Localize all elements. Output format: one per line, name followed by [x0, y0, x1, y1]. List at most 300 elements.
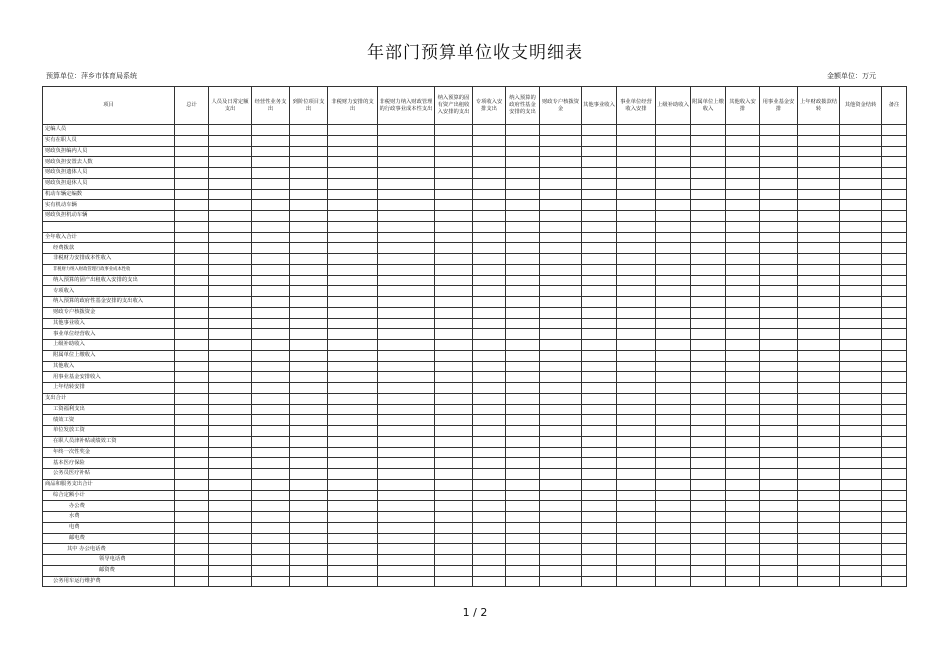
table-cell	[290, 340, 328, 351]
table-cell	[328, 211, 378, 222]
table-cell	[435, 146, 473, 157]
table-cell	[617, 157, 656, 168]
table-cell	[540, 340, 582, 351]
table-cell	[506, 415, 540, 426]
table-cell	[798, 340, 840, 351]
table-cell	[726, 135, 760, 146]
row-label: 用事业基金安排收入	[43, 372, 175, 383]
row-label: 非税财力纳入财政管理行政事业成本性收	[43, 264, 175, 275]
table-cell	[540, 200, 582, 211]
table-cell	[840, 447, 882, 458]
table-row	[43, 318, 907, 329]
table-cell	[209, 168, 252, 179]
table-cell	[378, 555, 435, 566]
table-cell	[726, 490, 760, 501]
table-row	[43, 522, 907, 533]
table-cell	[582, 544, 617, 555]
table-cell	[540, 350, 582, 361]
table-cell	[582, 340, 617, 351]
table-cell	[582, 307, 617, 318]
table-cell	[435, 436, 473, 447]
table-row	[43, 286, 907, 297]
table-cell	[540, 264, 582, 275]
table-cell	[473, 501, 506, 512]
table-row	[43, 565, 907, 576]
table-cell	[760, 555, 798, 566]
table-cell	[840, 361, 882, 372]
table-cell	[760, 329, 798, 340]
table-cell	[882, 286, 907, 297]
table-cell	[252, 372, 290, 383]
table-cell	[378, 168, 435, 179]
table-cell	[252, 297, 290, 308]
table-cell	[582, 168, 617, 179]
row-label: 在职人员津补贴或绩效工资	[43, 436, 175, 447]
table-cell	[175, 168, 209, 179]
table-cell	[582, 135, 617, 146]
table-cell	[473, 254, 506, 265]
table-cell	[290, 522, 328, 533]
table-cell	[175, 533, 209, 544]
table-cell	[209, 479, 252, 490]
table-row	[43, 135, 907, 146]
table-cell	[691, 469, 726, 480]
table-cell	[656, 458, 691, 469]
table-cell	[617, 243, 656, 254]
table-cell	[760, 361, 798, 372]
amount-unit-label: 金额单位：万元	[827, 72, 876, 80]
table-cell	[798, 415, 840, 426]
table-cell	[840, 189, 882, 200]
table-cell	[691, 200, 726, 211]
table-cell	[252, 178, 290, 189]
table-cell	[506, 275, 540, 286]
table-cell	[840, 221, 882, 232]
budget-unit-label: 预算单位：萍乡市体育局系统	[46, 72, 137, 80]
table-cell	[378, 275, 435, 286]
table-cell	[435, 329, 473, 340]
table-cell	[540, 458, 582, 469]
table-cell	[798, 469, 840, 480]
table-cell	[798, 178, 840, 189]
table-cell	[726, 286, 760, 297]
table-cell	[435, 361, 473, 372]
table-cell	[328, 168, 378, 179]
table-cell	[473, 565, 506, 576]
table-cell	[435, 275, 473, 286]
table-cell	[209, 264, 252, 275]
table-cell	[435, 522, 473, 533]
table-cell	[760, 286, 798, 297]
table-cell	[506, 221, 540, 232]
table-cell	[252, 404, 290, 415]
table-cell	[882, 501, 907, 512]
table-cell	[473, 576, 506, 587]
table-cell	[882, 555, 907, 566]
table-cell	[840, 404, 882, 415]
table-cell	[473, 469, 506, 480]
table-cell	[435, 178, 473, 189]
table-cell	[798, 501, 840, 512]
table-cell	[506, 522, 540, 533]
table-cell	[798, 522, 840, 533]
table-cell	[798, 307, 840, 318]
table-cell	[691, 565, 726, 576]
table-cell	[582, 458, 617, 469]
column-header: 备注	[882, 87, 907, 125]
table-cell	[798, 565, 840, 576]
table-cell	[617, 318, 656, 329]
table-cell	[760, 426, 798, 437]
table-cell	[691, 318, 726, 329]
row-label: 经费拨款	[43, 243, 175, 254]
table-cell	[435, 458, 473, 469]
table-cell	[760, 436, 798, 447]
table-cell	[582, 469, 617, 480]
table-cell	[582, 501, 617, 512]
table-cell	[175, 157, 209, 168]
table-cell	[760, 469, 798, 480]
table-cell	[473, 458, 506, 469]
table-cell	[882, 436, 907, 447]
table-cell	[840, 286, 882, 297]
table-cell	[435, 490, 473, 501]
table-cell	[617, 436, 656, 447]
table-cell	[726, 211, 760, 222]
row-label: 实有机动车辆	[43, 200, 175, 211]
table-cell	[691, 307, 726, 318]
table-cell	[328, 512, 378, 523]
table-cell	[290, 221, 328, 232]
table-cell	[691, 426, 726, 437]
table-row	[43, 555, 907, 566]
table-cell	[252, 329, 290, 340]
table-row	[43, 221, 907, 232]
table-cell	[882, 307, 907, 318]
table-cell	[252, 479, 290, 490]
row-label: 财政负担安置去人数	[43, 157, 175, 168]
table-cell	[840, 297, 882, 308]
table-cell	[882, 415, 907, 426]
table-cell	[378, 340, 435, 351]
table-cell	[840, 533, 882, 544]
table-cell	[435, 544, 473, 555]
table-cell	[656, 329, 691, 340]
table-cell	[760, 565, 798, 576]
table-cell	[328, 415, 378, 426]
table-cell	[290, 383, 328, 394]
table-cell	[840, 501, 882, 512]
table-cell	[726, 469, 760, 480]
table-cell	[328, 243, 378, 254]
table-cell	[540, 329, 582, 340]
table-body	[43, 125, 907, 587]
table-cell	[617, 479, 656, 490]
table-cell	[328, 157, 378, 168]
table-cell	[209, 447, 252, 458]
table-cell	[540, 479, 582, 490]
table-cell	[882, 243, 907, 254]
table-cell	[209, 490, 252, 501]
table-cell	[540, 436, 582, 447]
table-cell	[656, 447, 691, 458]
table-cell	[290, 533, 328, 544]
table-cell	[656, 125, 691, 136]
row-label: 绩效工资	[43, 415, 175, 426]
table-cell	[617, 501, 656, 512]
table-cell	[691, 522, 726, 533]
table-cell	[209, 275, 252, 286]
table-cell	[506, 125, 540, 136]
table-cell	[209, 372, 252, 383]
table-cell	[656, 318, 691, 329]
table-cell	[882, 447, 907, 458]
table-cell	[840, 350, 882, 361]
row-label: 财政负担机动车辆	[43, 211, 175, 222]
table-cell	[435, 125, 473, 136]
table-cell	[540, 275, 582, 286]
table-cell	[840, 522, 882, 533]
table-cell	[656, 264, 691, 275]
table-cell	[760, 189, 798, 200]
table-cell	[760, 404, 798, 415]
table-cell	[760, 501, 798, 512]
table-cell	[617, 544, 656, 555]
column-header: 上级补助收入	[656, 87, 691, 125]
table-cell	[328, 286, 378, 297]
table-cell	[760, 447, 798, 458]
table-cell	[290, 275, 328, 286]
row-label: 年终一次性奖金	[43, 447, 175, 458]
table-cell	[209, 125, 252, 136]
table-header	[43, 87, 907, 125]
table-cell	[760, 157, 798, 168]
table-cell	[378, 254, 435, 265]
table-cell	[726, 350, 760, 361]
table-cell	[540, 146, 582, 157]
table-cell	[506, 254, 540, 265]
table-cell	[882, 383, 907, 394]
row-label: 非税财力安排成本性收入	[43, 254, 175, 265]
column-header: 经营性业务支出	[252, 87, 290, 125]
table-cell	[328, 232, 378, 243]
table-cell	[656, 404, 691, 415]
table-cell	[882, 254, 907, 265]
table-cell	[582, 125, 617, 136]
table-cell	[175, 125, 209, 136]
table-cell	[840, 458, 882, 469]
table-cell	[378, 200, 435, 211]
table-cell	[726, 447, 760, 458]
table-cell	[506, 350, 540, 361]
table-row	[43, 404, 907, 415]
table-row	[43, 157, 907, 168]
table-cell	[252, 533, 290, 544]
row-label: 综合定额小计	[43, 490, 175, 501]
table-cell	[726, 458, 760, 469]
table-cell	[691, 146, 726, 157]
table-cell	[582, 318, 617, 329]
table-cell	[798, 286, 840, 297]
table-cell	[473, 415, 506, 426]
table-cell	[506, 297, 540, 308]
table-cell	[290, 404, 328, 415]
table-cell	[290, 361, 328, 372]
row-label: 纳入预算的政府性基金安排的支出收入	[43, 297, 175, 308]
table-cell	[691, 350, 726, 361]
table-cell	[252, 254, 290, 265]
table-cell	[506, 329, 540, 340]
table-cell	[656, 555, 691, 566]
table-cell	[506, 404, 540, 415]
table-cell	[506, 469, 540, 480]
table-cell	[378, 469, 435, 480]
table-cell	[760, 490, 798, 501]
column-header: 到阶位项目支出	[290, 87, 328, 125]
table-cell	[473, 200, 506, 211]
table-cell	[540, 565, 582, 576]
table-cell	[760, 383, 798, 394]
table-cell	[175, 426, 209, 437]
table-cell	[473, 189, 506, 200]
table-cell	[175, 490, 209, 501]
column-header: 非税财力纳入财政管理的行政事业成本性支出	[378, 87, 435, 125]
table-cell	[175, 383, 209, 394]
table-cell	[175, 350, 209, 361]
table-cell	[798, 211, 840, 222]
table-cell	[726, 329, 760, 340]
table-cell	[506, 555, 540, 566]
table-cell	[473, 383, 506, 394]
table-cell	[290, 318, 328, 329]
table-cell	[506, 436, 540, 447]
table-cell	[540, 533, 582, 544]
table-cell	[252, 426, 290, 437]
table-cell	[582, 436, 617, 447]
table-cell	[882, 533, 907, 544]
table-row	[43, 243, 907, 254]
table-cell	[473, 157, 506, 168]
table-cell	[506, 426, 540, 437]
table-cell	[506, 544, 540, 555]
table-cell	[840, 232, 882, 243]
table-cell	[252, 383, 290, 394]
table-cell	[617, 135, 656, 146]
table-cell	[209, 211, 252, 222]
table-cell	[328, 372, 378, 383]
table-cell	[840, 393, 882, 404]
table-cell	[209, 254, 252, 265]
table-cell	[435, 350, 473, 361]
row-label: 公务用车运行维护费	[43, 576, 175, 587]
table-cell	[328, 318, 378, 329]
table-cell	[840, 469, 882, 480]
table-cell	[882, 426, 907, 437]
table-cell	[290, 307, 328, 318]
table-cell	[252, 135, 290, 146]
table-cell	[540, 157, 582, 168]
table-cell	[328, 576, 378, 587]
row-label: 财政负担编内人员	[43, 146, 175, 157]
table-cell	[798, 393, 840, 404]
table-cell	[617, 361, 656, 372]
table-cell	[798, 168, 840, 179]
table-cell	[726, 221, 760, 232]
table-cell	[656, 135, 691, 146]
table-cell	[798, 555, 840, 566]
table-cell	[540, 361, 582, 372]
table-cell	[691, 189, 726, 200]
table-cell	[290, 447, 328, 458]
table-cell	[506, 576, 540, 587]
table-cell	[840, 576, 882, 587]
table-cell	[656, 243, 691, 254]
table-cell	[506, 157, 540, 168]
table-cell	[617, 340, 656, 351]
table-cell	[840, 318, 882, 329]
table-cell	[378, 307, 435, 318]
table-cell	[691, 512, 726, 523]
table-cell	[328, 404, 378, 415]
table-cell	[617, 297, 656, 308]
table-cell	[617, 522, 656, 533]
table-cell	[540, 189, 582, 200]
table-cell	[840, 512, 882, 523]
column-header: 其他资金结转	[840, 87, 882, 125]
table-cell	[691, 232, 726, 243]
table-cell	[656, 178, 691, 189]
table-cell	[175, 372, 209, 383]
table-cell	[726, 383, 760, 394]
table-cell	[473, 361, 506, 372]
table-cell	[506, 372, 540, 383]
column-header: 人员及日常定额支出	[209, 87, 252, 125]
table-cell	[656, 383, 691, 394]
table-cell	[798, 544, 840, 555]
table-cell	[328, 329, 378, 340]
table-cell	[473, 297, 506, 308]
table-cell	[252, 211, 290, 222]
table-cell	[252, 307, 290, 318]
column-header: 纳入预算的政府性基金安排的支出	[506, 87, 540, 125]
table-cell	[582, 533, 617, 544]
table-cell	[506, 232, 540, 243]
table-cell	[209, 307, 252, 318]
table-cell	[882, 318, 907, 329]
table-cell	[435, 232, 473, 243]
table-cell	[506, 307, 540, 318]
table-cell	[656, 200, 691, 211]
table-cell	[582, 232, 617, 243]
table-cell	[798, 264, 840, 275]
table-cell	[175, 447, 209, 458]
table-cell	[798, 254, 840, 265]
table-cell	[691, 436, 726, 447]
table-cell	[209, 555, 252, 566]
table-cell	[209, 458, 252, 469]
table-cell	[378, 157, 435, 168]
table-cell	[209, 221, 252, 232]
table-cell	[473, 490, 506, 501]
table-cell	[328, 458, 378, 469]
table-cell	[691, 297, 726, 308]
table-row	[43, 264, 907, 275]
table-cell	[840, 157, 882, 168]
table-cell	[691, 329, 726, 340]
table-cell	[290, 436, 328, 447]
table-cell	[691, 211, 726, 222]
table-cell	[473, 264, 506, 275]
